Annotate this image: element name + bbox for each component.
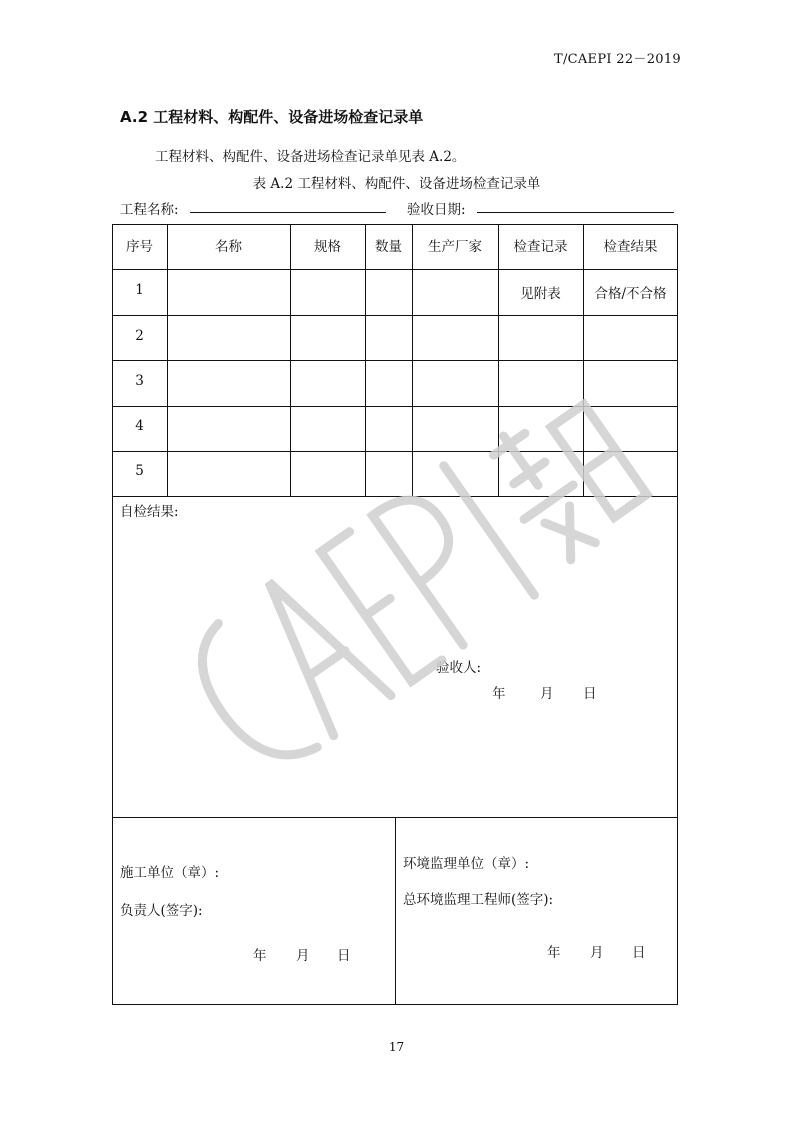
project-name-label: 工程名称: [120,202,179,218]
column-divider [498,224,499,496]
table-row-number: 4 [135,418,144,434]
page-number: 17 [388,1040,405,1054]
column-header: 检查结果 [603,239,658,255]
row-divider [112,269,678,270]
column-divider [365,224,366,496]
table-row-number: 3 [135,373,144,389]
right-signoff-day: 日 [632,945,646,961]
column-divider [167,224,168,496]
row-divider [112,315,678,316]
column-header: 检查记录 [513,239,568,255]
column-header: 数量 [375,239,402,255]
left-signoff-month: 月 [296,948,310,964]
column-header: 生产厂家 [428,239,482,255]
table-row-record: 见附表 [520,286,561,302]
column-header: 序号 [126,239,153,255]
section-heading: A.2 工程材料、构配件、设备进场检查记录单 [120,108,424,126]
table-row-number: 5 [135,463,144,479]
intro-text: 工程材料、构配件、设备进场检查记录单见表 A.2。 [155,149,466,165]
acceptor-label: 验收人: [436,660,482,676]
right-signoff-month: 月 [590,945,604,961]
right-signoff-year: 年 [547,945,561,961]
acceptance-date-line [477,212,674,213]
responsible-person-label: 负责人(签字): [120,903,203,919]
row-divider [112,451,678,452]
self-check-month: 月 [540,686,554,702]
left-signoff-year: 年 [253,948,267,964]
env-supervision-unit-label: 环境监理单位（章）: [403,856,530,872]
self-check-year: 年 [492,686,506,702]
construction-unit-label: 施工单位（章）: [120,865,220,881]
acceptance-date-label: 验收日期: [407,202,466,218]
table-row-result: 合格/不合格 [594,286,667,302]
column-header: 名称 [215,239,242,255]
table-caption: 表 A.2 工程材料、构配件、设备进场检查记录单 [252,176,541,192]
table-row-number: 1 [135,282,144,298]
header-doc-code: T/CAEPI 22－2019 [553,52,681,67]
column-divider [290,224,291,496]
row-divider [112,496,678,497]
column-header: 规格 [314,239,341,255]
column-divider [412,224,413,496]
left-signoff-day: 日 [337,948,351,964]
chief-env-supervisor-label: 总环境监理工程师(签字): [403,892,554,908]
self-check-label: 自检结果: [120,504,179,520]
self-check-day: 日 [583,686,597,702]
row-divider [112,406,678,407]
table-row-number: 2 [135,328,144,344]
row-divider [112,360,678,361]
signoff-divider [395,817,396,1005]
column-divider [583,224,584,496]
project-name-line [190,212,386,213]
